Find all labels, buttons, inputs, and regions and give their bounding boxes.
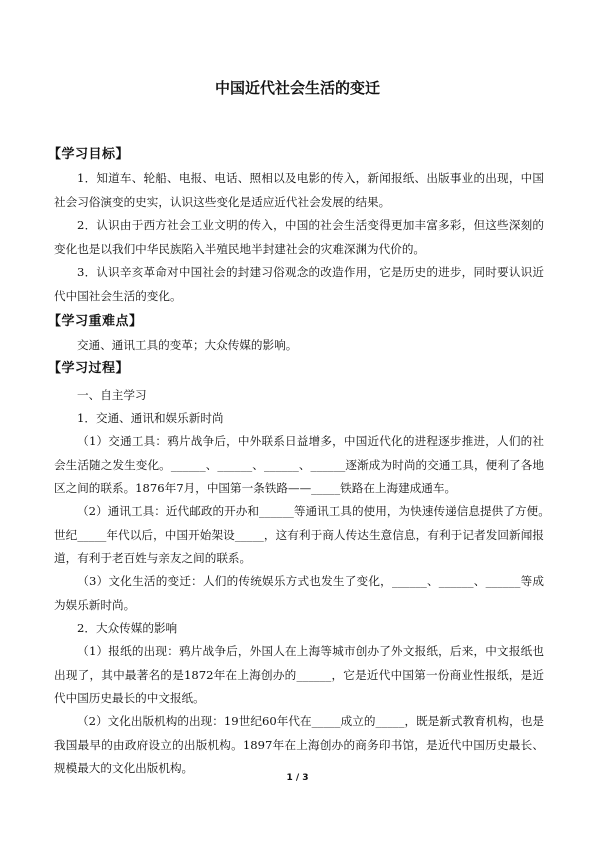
process-item-2 bbox=[54, 617, 177, 641]
goal-text-2: 2．认识由于西方社会工业文明的传入，中国的社会生活变得更加丰富多彩，但这些深刻的变化也是以我们中华民族陷入半殖民地半封建社会的灾难深渊为代价的。 bbox=[54, 218, 544, 256]
section-heading-key-points: 【学习重难点】 bbox=[48, 314, 143, 329]
goal-text-3: 3．认识辛亥革命对中国社会的封建习俗观念的改造作用，它是历史的进步，同时要认识近代中国社会生活的变化。 bbox=[54, 265, 544, 303]
process-paragraph-1 bbox=[54, 430, 544, 501]
page-number: 1 / 3 bbox=[286, 773, 309, 783]
goal-paragraph-3 bbox=[54, 261, 544, 308]
process-text-5: （2）文化出版机构的出现：19世纪60年代在_____成立的_____，既是新式教育机构，也是我国最早的由政府设立的出版机构。1897年在上海创办的商务印书馆，是近代中国历史最长、规模最大的文化出版机构。 bbox=[54, 714, 544, 775]
process-paragraph-3 bbox=[54, 570, 544, 617]
section-heading-goals: 【学习目标】 bbox=[48, 147, 130, 162]
process-text-1: （1）交通工具：鸦片战争后，中外联系日益增多，中国近代化的进程逐步推进，人们的社会生活随之发生变化。______、______、______、______逐渐成为时尚的交通工具，便利了各地区之间的联系。1876年7月，中国第一条铁路——_____铁路在上海建成通车。 bbox=[54, 434, 544, 495]
goal-paragraph-2 bbox=[54, 214, 544, 261]
process-paragraph-2 bbox=[54, 500, 568, 571]
key-points-paragraph bbox=[54, 334, 544, 358]
process-part-1 bbox=[54, 384, 147, 408]
process-paragraph-5 bbox=[54, 710, 544, 781]
goal-paragraph-1 bbox=[54, 167, 544, 214]
process-paragraph-4 bbox=[54, 640, 544, 711]
process-text-2: （2）通讯工具：近代邮政的开办和______等通讯工具的使用，为快速传递信息提供了方便。 世纪_____年代以后，中国开始架设_____，这有利于商人传达生意信息，有利于记者发回新闻报道，有利于老百姓与亲友之间的联系。 bbox=[54, 504, 568, 565]
process-item-1 bbox=[54, 407, 224, 431]
section-heading-process: 【学习过程】 bbox=[48, 361, 130, 376]
page-title: 中国近代社会生活的变迁 bbox=[214, 79, 380, 97]
key-points-text: 交通、通讯工具的变革；大众传媒的影响。 bbox=[77, 338, 298, 352]
item-2-label: 2．大众传媒的影响 bbox=[77, 621, 178, 635]
process-text-3: （3）文化生活的变迁：人们的传统娱乐方式也发生了变化，______、______、______等成为娱乐新时尚。 bbox=[54, 574, 544, 612]
process-text-4: （1）报纸的出现：鸦片战争后，外国人在上海等城市创办了外文报纸，后来，中文报纸也出现了，其中最著名的是1872年在上海创办的______，它是近代中国第一份商业性报纸，是近代中国历史最长的中文报纸。 bbox=[54, 644, 544, 705]
item-1-label: 1．交通、通讯和娱乐新时尚 bbox=[77, 411, 224, 425]
part-1-label: 一、自主学习 bbox=[77, 388, 147, 402]
goal-text-1: 1．知道车、轮船、电报、电话、照相以及电影的传入，新闻报纸、出版事业的出现，中国社会习俗演变的史实，认识这些变化是适应近代社会发展的结果。 bbox=[54, 171, 544, 209]
